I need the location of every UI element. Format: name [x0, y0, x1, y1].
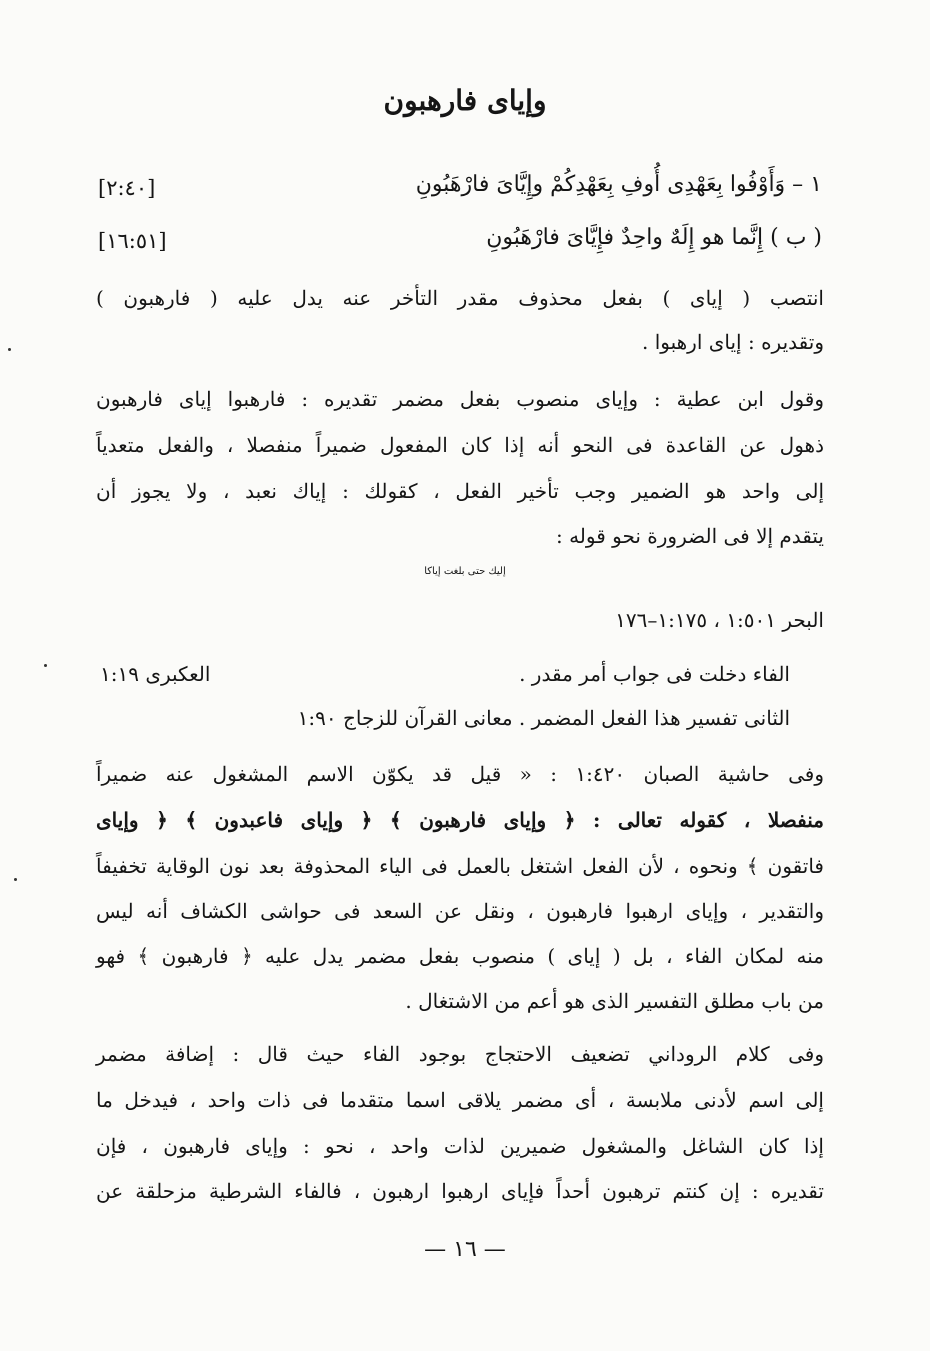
paragraph-4-line: وفى كلام الروداني تضعيف الاحتجاج بوجود الفاء حيث قال : إضافة مضمر — [96, 1042, 824, 1066]
paragraph-4-line: إلى اسم لأدنى ملابسة ، أى مضمر يلاقى اسما متقدما فى ذات واحد ، فيدخل ما — [96, 1088, 824, 1112]
verse-2-text: ( ب ) إِنَّما هو إِلَهٌ واحِدٌ فإِيَّاىَ فارْهَبُونِ — [486, 225, 822, 250]
paragraph-4-line: تقديره : إن كنتم ترهبون أحداً فإياى ارهبوا ارهبون ، فالفاء الشرطية مزحلقة عن — [96, 1179, 824, 1203]
poetry-verse: إليك حتى بلغت إياكا — [424, 566, 506, 577]
paragraph-2-line: يتقدم إلا فى الضرورة نحو قوله : — [555, 524, 824, 548]
paragraph-1-line: انتصب ( إياى ) بفعل محذوف مقدر التأخر عنه يدل عليه ( فارهبون ) — [96, 286, 824, 310]
paragraph-4-line: إذا كان الشاغل والمشغول ضميرين لذات واحد ، نحو : وإياى فارهبون ، فإن — [96, 1134, 824, 1158]
paragraph-3-line: من باب مطلق التفسير الذى هو أعم من الاشتغال . — [405, 989, 824, 1013]
bahr-reference: البحر ١:٥٠١ ، ١:١٧٥–١٧٦ — [615, 608, 824, 632]
akbari-reference: العكبرى ١:١٩ — [100, 662, 211, 686]
paragraph-2-line: وقول ابن عطية : وإياى منصوب بفعل مضمر تقديره : فارهبوا إياى فارهبون — [96, 387, 824, 411]
akbari-note: الفاء دخلت فى جواب أمر مقدر . — [519, 662, 790, 686]
paragraph-2-line: ذهول عن القاعدة فى النحو أنه إذا كان المفعول ضميراً منفصلا ، والفعل متعدياً — [96, 433, 824, 457]
page-title: وإياى فارهبون — [383, 84, 547, 117]
paragraph-2-line: إلى واحد هو الضمير وجب تأخير الفعل ، كقولك : إياك نعبد ، ولا يجوز أن — [96, 479, 824, 503]
scan-speck — [44, 664, 47, 667]
verse-1-text: ١ – وَأَوْفُوا بِعَهْدِى أُوفِ بِعَهْدِكُمْ وإِيَّاىَ فارْهَبُونِ — [415, 172, 822, 197]
paragraph-3-line: منه لمكان الفاء ، بل ( إياى ) منصوب بفعل مضمر يدل عليه ﴿ فارهبون ﴾ فهو — [96, 944, 824, 968]
verse-2-reference: [١٦:٥١] — [98, 229, 167, 253]
scan-speck — [14, 878, 17, 881]
paragraph-3-line: وفى حاشية الصبان ١:٤٢٠ : « قيل قد يكوّن الاسم المشغول عنه ضميراً — [96, 762, 824, 786]
paragraph-1-line: وتقديره : إياى ارهبوا . — [641, 330, 824, 354]
scan-speck — [8, 348, 11, 351]
paragraph-3-line: فاتقون ﴾ ونحوه ، لأن الفعل اشتغل بالعمل فى الياء المحذوفة بعد نون الوقاية تخفيفاً — [96, 854, 824, 878]
paragraph-3-line: والتقدير ، وإياى ارهبوا فارهبون ، ونقل عن السعد فى حواشى الكشاف أنه ليس — [96, 899, 824, 923]
verse-1-reference: [٢:٤٠] — [98, 176, 156, 200]
zajjaj-note: الثانى تفسير هذا الفعل المضمر . معانى القرآن للزجاج ١:٩٠ — [297, 706, 790, 730]
page-number: — ١٦ — — [424, 1237, 506, 1262]
paragraph-3-line: منفصلا ، كقوله تعالى : ﴿ وإياى فارهبون ﴾ ﴿ وإياى فاعبدون ﴾ ﴿ وإياى — [96, 808, 824, 832]
